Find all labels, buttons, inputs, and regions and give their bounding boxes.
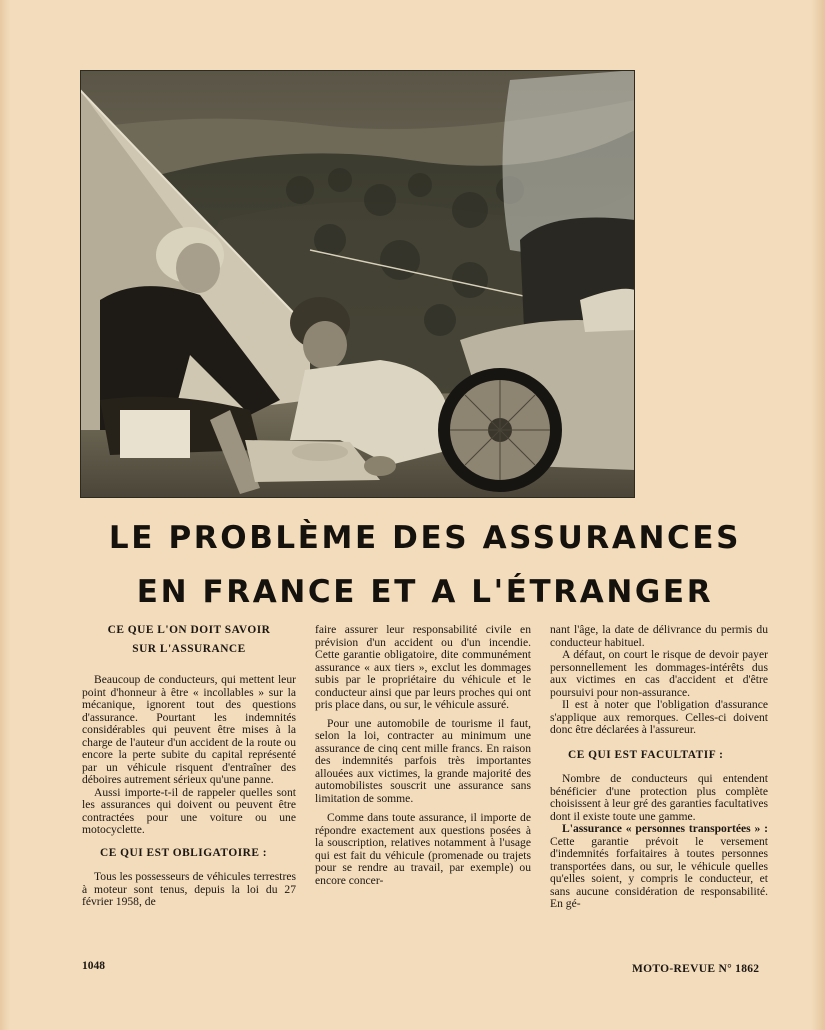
page-edge [811, 0, 825, 1030]
paragraph-text: Cette garantie prévoit le versement d'indemnités forfaitaires à toutes personnes transportées dans, ou sur, le véhicule quelles qu'elles soient, y compris le conducteur, et sans aucune considération de responsabilité. En gé- [550, 834, 768, 910]
article-headline-line-1: LE PROBLÈME DES ASSURANCES [108, 520, 742, 556]
paragraph: Pour une automobile de tourisme il faut, selon la loi, contracter au minimum une assurance de cinq cent mille francs. En raison des indemnités parfois très importantes allouées aux victimes, la grande majorité des automobilistes souscrit une assurance sans limitation de somme. [315, 716, 531, 805]
magazine-issue: MOTO-REVUE N° 1862 [632, 963, 760, 975]
paragraph: Beaucoup de conducteurs, qui mettent leur point d'honneur à être « incollables » sur la mécanique, ignorent tout des questions d'assurance. Pourtant les indemnités considérables qui peuvent être mises à la charge de l'auteur d'un accident de la route ou encore la perte subite du capital représenté par un véhicule risquent d'entraîner des déboires autrement sérieux qu'une panne. [82, 673, 296, 786]
paragraph-lead: L'assurance « personnes transportées » : [562, 822, 768, 835]
paragraph: Aussi importe-t-il de rappeler quelles sont les assurances qui doivent ou peuvent être contractées pour une voiture ou une motocyclette. [82, 785, 296, 836]
article-headline-line-2: EN FRANCE ET A L'ÉTRANGER [136, 574, 714, 610]
paragraph: Nombre de conducteurs qui entendent bénéficier d'une protection plus complète choisissent à leur gré des garanties facultatives dont il existe toute une gamme. [550, 772, 768, 823]
section-heading: CE QUI EST OBLIGATOIRE : [100, 846, 268, 859]
page-edge [0, 0, 10, 1030]
paragraph: Il est à noter que l'obligation d'assurance s'applique aux remorques. Celles-ci doivent donc être déclarées à l'assureur. [550, 698, 768, 736]
section-heading: CE QUE L'ON DOIT SAVOIR [107, 624, 271, 636]
camping-scene-photo [80, 70, 635, 498]
paragraph: faire assurer leur responsabilité civile en prévision d'un accident ou d'un incendie. Cette garantie obligatoire, dite communément assurance « aux tiers », exclut les dommages subis par le propriétaire du véhicule et le conducteur ainsi que par leurs proches qui ont pris place dans, ou sur, le véhicule assuré. [315, 623, 531, 711]
paragraph: nant l'âge, la date de délivrance du permis du conducteur habituel. [550, 623, 768, 649]
section-heading: SUR L'ASSURANCE [132, 642, 246, 655]
paragraph: Tous les possesseurs de véhicules terrestres à moteur sont tenus, depuis la loi du 27 février 1958, de [82, 870, 296, 908]
paragraph: Comme dans toute assurance, il importe de répondre exactement aux questions posées à la souscription, relatives notamment à l'usage qui est fait du véhicule (promenade ou trajets pour se rendre au travail, par exemple) ou encore concer- [315, 811, 531, 887]
page-number: 1048 [82, 960, 105, 972]
section-heading: CE QUI EST FACULTATIF : [568, 748, 724, 761]
text-column-3 [550, 624, 768, 911]
paragraph [550, 823, 768, 911]
text-column-1 [82, 624, 296, 909]
text-column-2 [315, 624, 531, 887]
paragraph: A défaut, on court le risque de devoir payer personnellement les dommages-intérêts dus aux victimes en cas d'accident et d'être poursuivi pour non-assurance. [550, 648, 768, 699]
